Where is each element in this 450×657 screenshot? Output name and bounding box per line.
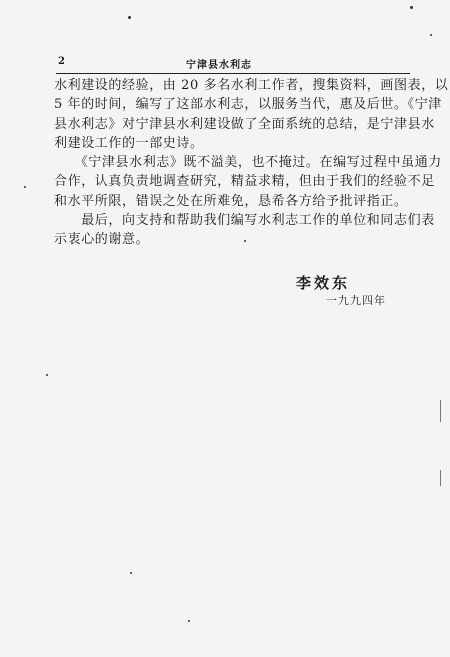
scan-edge-mark — [440, 470, 441, 486]
scan-edge-mark — [440, 400, 441, 422]
text-line: 水利建设的经验，由 20 多名水利工作者，搜集资料，画图表，以 — [54, 78, 449, 93]
scan-speck — [410, 6, 413, 9]
text-line: 利建设工作的一部史诗。 — [54, 135, 204, 151]
body-text — [54, 76, 449, 250]
scan-speck — [430, 34, 432, 36]
text-line: 最后，向支持和帮助我们编写水利志工作的单位和同志们表 — [54, 213, 435, 229]
text-line: 合作，认真负责地调查研究，精益求精，但由于我们的经验不足 — [54, 174, 435, 190]
scan-speck — [46, 374, 48, 376]
signature-date: 一九九四年 — [326, 294, 386, 307]
header-rule — [56, 73, 410, 74]
text-line: 县水利志》对宁津县水利建设做了全面系统的总结，是宁津县水 — [54, 116, 435, 132]
text-line: 和水平所限，错误之处在所难免，恳希各方给予批评指正。 — [54, 193, 408, 209]
text-line: 5 年的时间，编写了这部水利志，以服务当代，惠及后世。《宁津 — [54, 97, 442, 113]
signature-name: 李效东 — [296, 274, 351, 292]
text-line: 《宁津县水利志》既不溢美，也不掩过。在编写过程中虽通力 — [54, 155, 442, 171]
scan-speck — [24, 186, 26, 188]
scan-speck — [188, 620, 190, 622]
text-line: 示衷心的谢意。 — [54, 232, 150, 248]
scan-speck — [128, 16, 131, 19]
scan-speck — [130, 572, 132, 574]
page-header — [56, 56, 410, 72]
running-title: 宁津县水利志 — [186, 60, 252, 71]
scan-speck — [244, 240, 246, 242]
page-number: 2 — [58, 56, 65, 67]
